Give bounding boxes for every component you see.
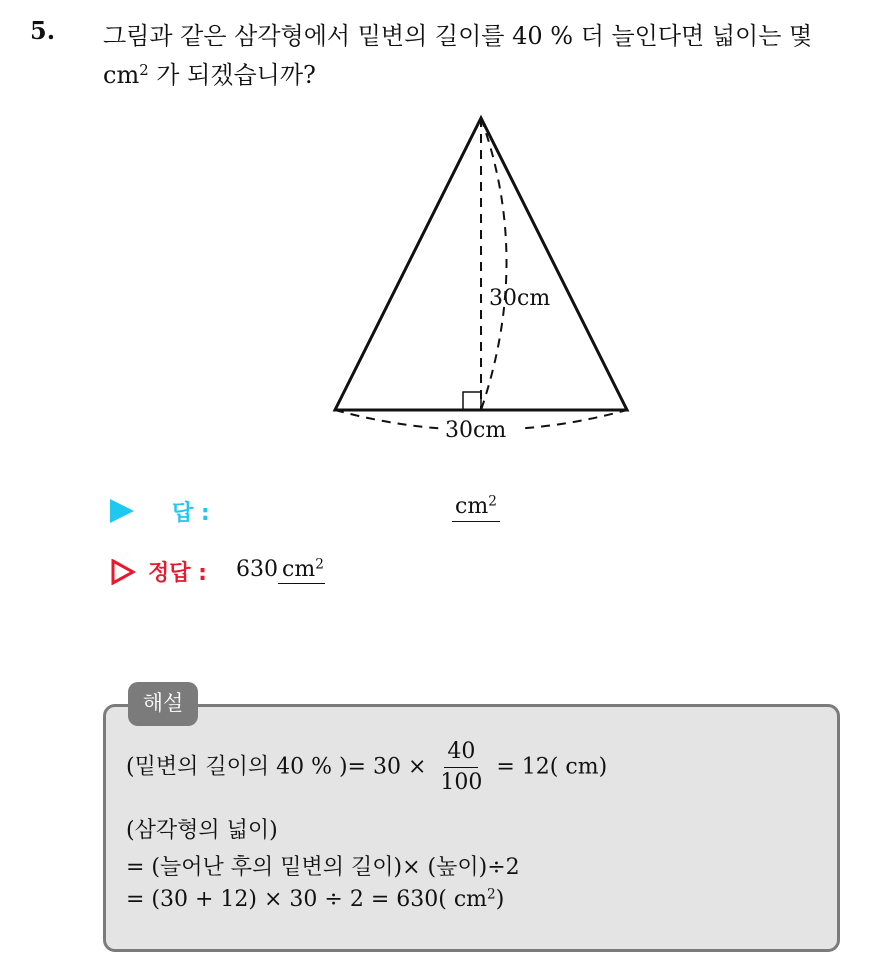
solution-line2: (삼각형의 넓이)	[126, 818, 278, 843]
correct-answer-label: 정답 :	[148, 561, 207, 586]
solution-tab: 해설	[128, 682, 198, 726]
fraction: $\frac{40}{100}$	[440, 739, 483, 795]
base-label: 30cm	[445, 418, 507, 443]
solution-line4: = (30 + 12) × 30 ÷ 2 = 630( $cm^2$)	[126, 886, 505, 912]
question-text-line2: $cm^2$ 가 되겠습니까?	[103, 60, 316, 89]
right-angle-mark	[463, 392, 481, 410]
correct-answer-value: 630 $cm^2$	[236, 556, 324, 582]
answer-marker-icon	[110, 499, 134, 523]
correct-marker-icon	[110, 559, 136, 585]
question-number: 5.	[30, 16, 56, 45]
question-text-line1: 그림과 같은 삼각형에서 밑변의 길이를 40 % 더 늘인다면 넓이는 몇	[103, 22, 813, 50]
solution-line1: (밑변의 길이의 40 % )= 30 × $\frac{40}{100}$ = 12( cm)	[126, 737, 607, 798]
triangle-figure	[300, 100, 640, 450]
solution-line3: = (늘어난 후의 밑변의 길이)× (높이)÷2	[126, 855, 520, 880]
answer-blank-unit[interactable]: $cm^2$	[452, 494, 500, 522]
height-label: 30cm	[489, 286, 551, 311]
answer-label: 답 :	[172, 501, 210, 526]
